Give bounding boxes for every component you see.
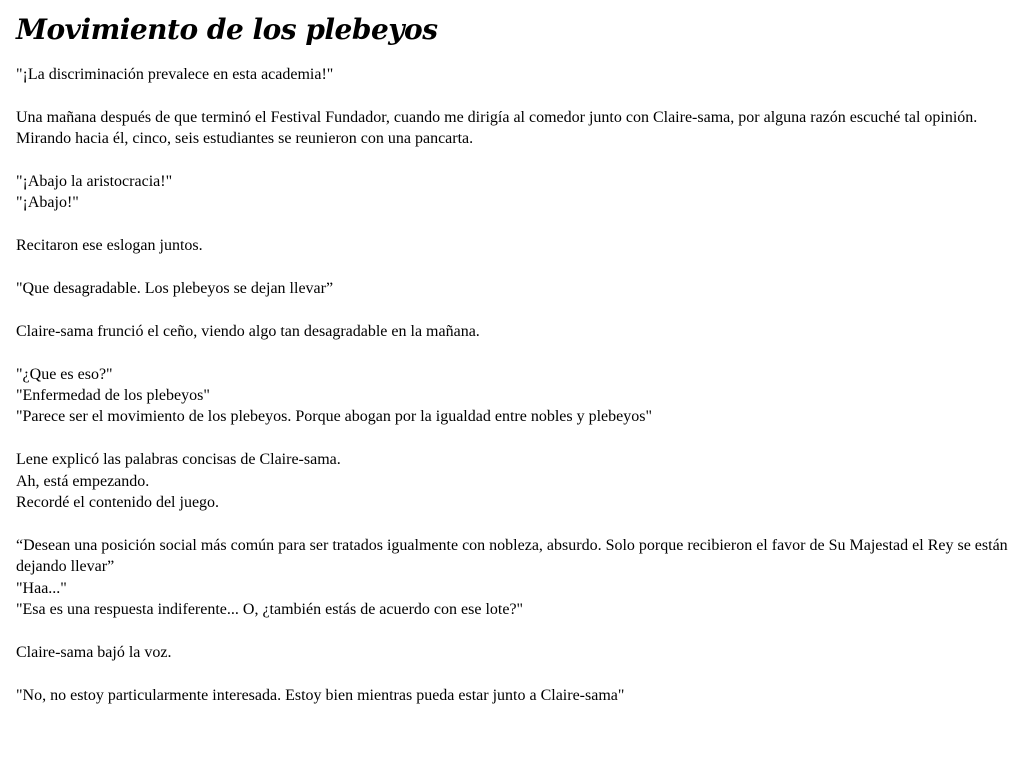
text-line: "Haa..."	[16, 579, 67, 597]
document-body	[16, 64, 1008, 706]
text-line: Una mañana después de que terminó el Festival Fundador, cuando me dirigía al comedor junto con Claire-sama, por alguna razón escuché tal opinión.	[16, 108, 978, 126]
text-line: "Parece ser el movimiento de los plebeyos. Porque abogan por la igualdad entre nobles y plebeyos"	[16, 408, 652, 426]
text-line: "¡La discriminación prevalece en esta academia!"	[16, 66, 334, 83]
text-line: "Enfermedad de los plebeyos"	[16, 387, 210, 404]
paragraph-gap	[16, 299, 1008, 320]
text-line: Lene explicó las palabras concisas de Claire-sama.	[16, 451, 341, 469]
text-line: "Que desagradable. Los plebeyos se dejan llevar”	[16, 280, 334, 297]
text-line: "No, no estoy particularmente interesada. Estoy bien mientras pueda estar junto a Claire-sama"	[16, 686, 625, 704]
paragraph-gap	[16, 342, 1008, 363]
paragraph-gap	[16, 257, 1008, 278]
text-line: “Desean una posición social más común para ser tratados igualmente con nobleza, absurdo. Solo porque recibieron el favor de Su Majestad el Rey se están dejando llevar”	[16, 536, 1008, 576]
paragraph-gap	[16, 428, 1008, 449]
text-line: Claire-sama frunció el ceño, viendo algo tan desagradable en la mañana.	[16, 322, 480, 340]
text-line: Recordé el contenido del juego.	[16, 494, 220, 512]
text-line: Mirando hacia él, cinco, seis estudiantes se reunieron con una pancarta.	[16, 130, 474, 148]
page-title: Movimiento de los plebeyos	[16, 13, 438, 46]
paragraph-gap	[16, 663, 1008, 684]
paragraph-gap	[16, 150, 1008, 171]
text-line: Ah, está empezando.	[16, 472, 150, 490]
text-line: "¡Abajo!"	[16, 194, 79, 212]
paragraph-gap	[16, 513, 1008, 534]
paragraph-gap	[16, 214, 1008, 235]
text-line: "¿Que es eso?"	[16, 365, 113, 383]
paragraph-gap	[16, 85, 1008, 106]
paragraph-gap	[16, 620, 1008, 641]
text-line: Recitaron ese eslogan juntos.	[16, 237, 203, 255]
text-line: "Esa es una respuesta indiferente... O, ¿también estás de acuerdo con ese lote?"	[16, 601, 524, 619]
text-line: "¡Abajo la aristocracia!"	[16, 173, 173, 190]
text-line: Claire-sama bajó la voz.	[16, 643, 172, 661]
